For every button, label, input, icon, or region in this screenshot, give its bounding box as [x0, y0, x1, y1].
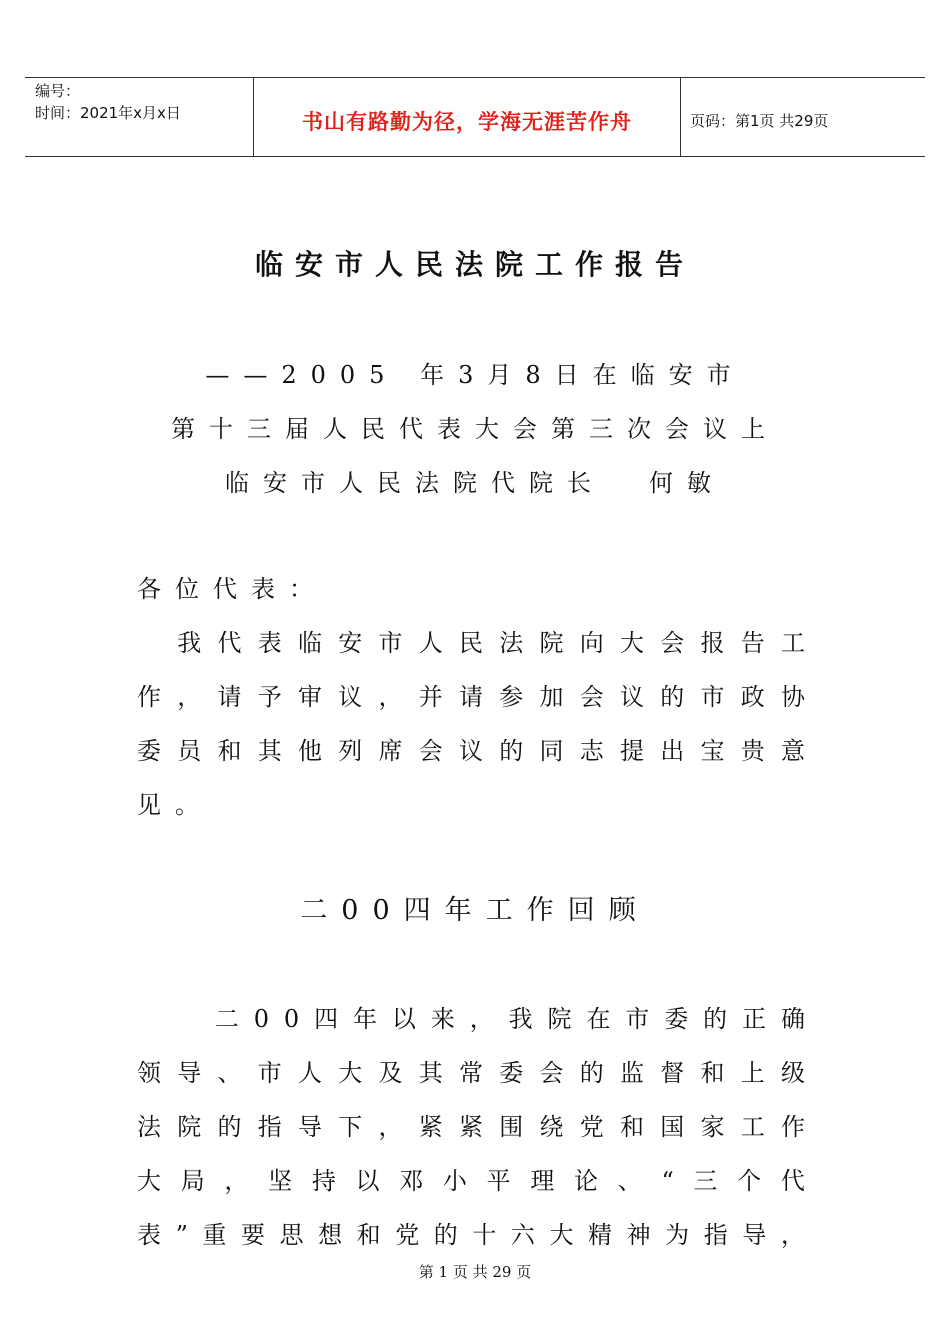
page-info: 页码：第1页 共29页 — [690, 112, 829, 130]
paragraph-line: 大 局 ， 坚 持 以 邓 小 平 理 论 、 “ 三 个 代 — [137, 1167, 805, 1195]
page-header — [25, 77, 925, 157]
paragraph-line: 法 院 的 指 导 下 ， 紧 紧 围 绕 党 和 国 家 工 作 — [137, 1113, 805, 1141]
paragraph-line: 领 导 、 市 人 大 及 其 常 委 会 的 监 督 和 上 级 — [137, 1059, 805, 1087]
greeting-line: 各位代表： — [137, 575, 327, 603]
paragraph-line: 见。 — [137, 791, 213, 819]
header-info-cell — [25, 78, 253, 156]
page-footer: 第 1 页 共 29 页 — [418, 1263, 532, 1281]
paragraph-2 — [137, 992, 805, 1262]
author-name: 何敏 — [649, 469, 725, 497]
header-motto-cell — [253, 78, 681, 156]
paragraph-line: 表 ” 重 要 思 想 和 党 的 十 六 大 精 神 为 指 导 ， — [137, 1221, 805, 1249]
subtitle-line-2: 第十三届人民代表大会第三次会议上 — [171, 415, 779, 443]
paragraph-line: 委 员 和 其 他 列 席 会 议 的 同 志 提 出 宝 贵 意 — [137, 737, 805, 765]
greeting — [137, 562, 805, 616]
paragraph-line: 作 ， 请 予 审 议 ， 并 请 参 加 会 议 的 市 政 协 — [137, 683, 805, 711]
section-heading: 二00四年工作回顾 — [300, 895, 650, 926]
paragraph-line: 二 0 0 四 年 以 来 ， 我 院 在 市 委 的 正 确 — [214, 1005, 805, 1033]
subtitle-line-1: ——2005 年3月8日在临安市 — [205, 361, 745, 389]
author-role: 临安市人民法院代院长 — [225, 469, 605, 497]
number-label: 编号： — [35, 82, 81, 100]
subtitle-line-3 — [0, 463, 950, 498]
time-label: 时间：2021年x月x日 — [35, 104, 181, 122]
motto-text: 书山有路勤为径，学海无涯苦作舟 — [302, 110, 632, 134]
header-page-cell — [680, 78, 925, 156]
paragraph-line: 我 代 表 临 安 市 人 民 法 院 向 大 会 报 告 工 — [177, 629, 805, 657]
paragraph-1 — [137, 616, 805, 832]
document-title: 临安市人民法院工作报告 — [254, 248, 695, 281]
